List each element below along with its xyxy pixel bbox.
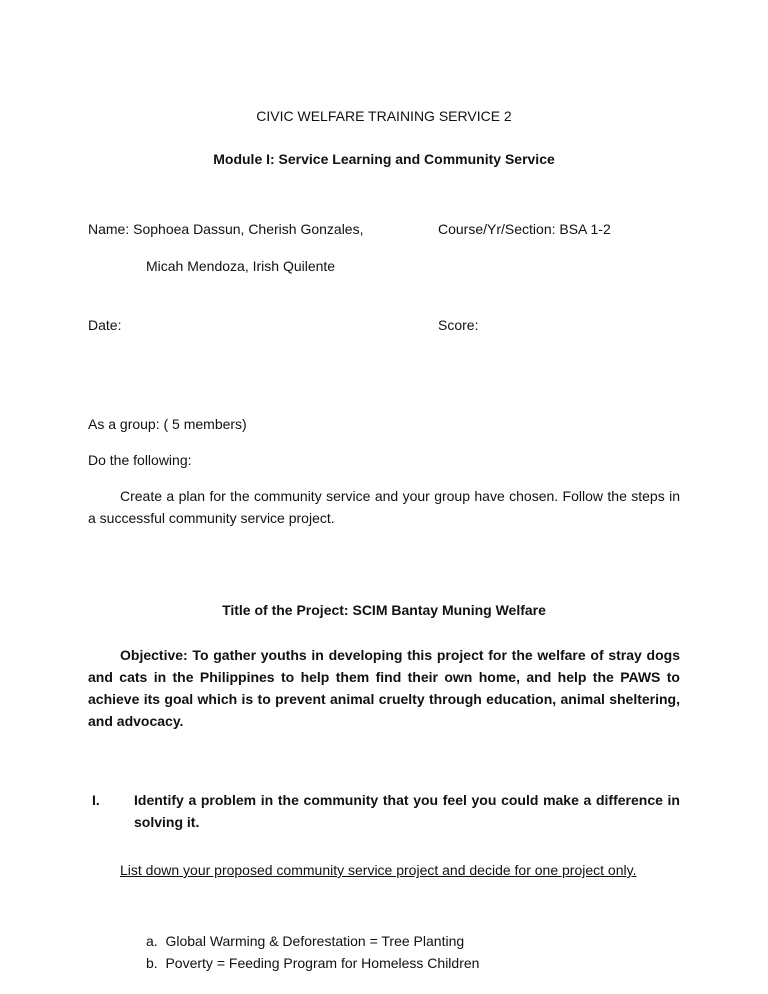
group-note: As a group: ( 5 members)	[88, 416, 247, 432]
module-title: Module I: Service Learning and Community Service	[213, 151, 555, 167]
task-paragraph: Create a plan for the community service and your group have chosen. Follow the steps in a successful community service project.	[88, 488, 680, 526]
project-title: Title of the Project: SCIM Bantay Muning Welfare	[222, 602, 546, 618]
list-item: b. Poverty = Feeding Program for Homeless Children	[146, 955, 480, 971]
score-field: Score:	[438, 317, 479, 333]
name-continued: Micah Mendoza, Irish Quilente	[146, 258, 336, 274]
course-field: Course/Yr/Section: BSA 1-2	[438, 221, 611, 237]
objective-paragraph: Objective: To gather youths in developing this project for the welfare of stray dogs and cats in the Philippines to help them find their own home, and help the PAWS to achieve its goal which is to prevent animal cruelty through education, animal sheltering, and advocacy.	[88, 647, 680, 729]
date-field: Date:	[88, 317, 122, 333]
section-number: I.	[92, 792, 100, 808]
document-title: CIVIC WELFARE TRAINING SERVICE 2	[256, 108, 512, 124]
name-field: Name: Sophoea Dassun, Cherish Gonzales,	[88, 221, 364, 237]
section-instruction: List down your proposed community service project and decide for one project only.	[120, 862, 637, 878]
section-heading: Identify a problem in the community that you feel you could make a difference in solving it.	[134, 792, 680, 830]
do-following: Do the following:	[88, 452, 192, 468]
list-item: a. Global Warming & Deforestation = Tree Planting	[146, 933, 465, 949]
